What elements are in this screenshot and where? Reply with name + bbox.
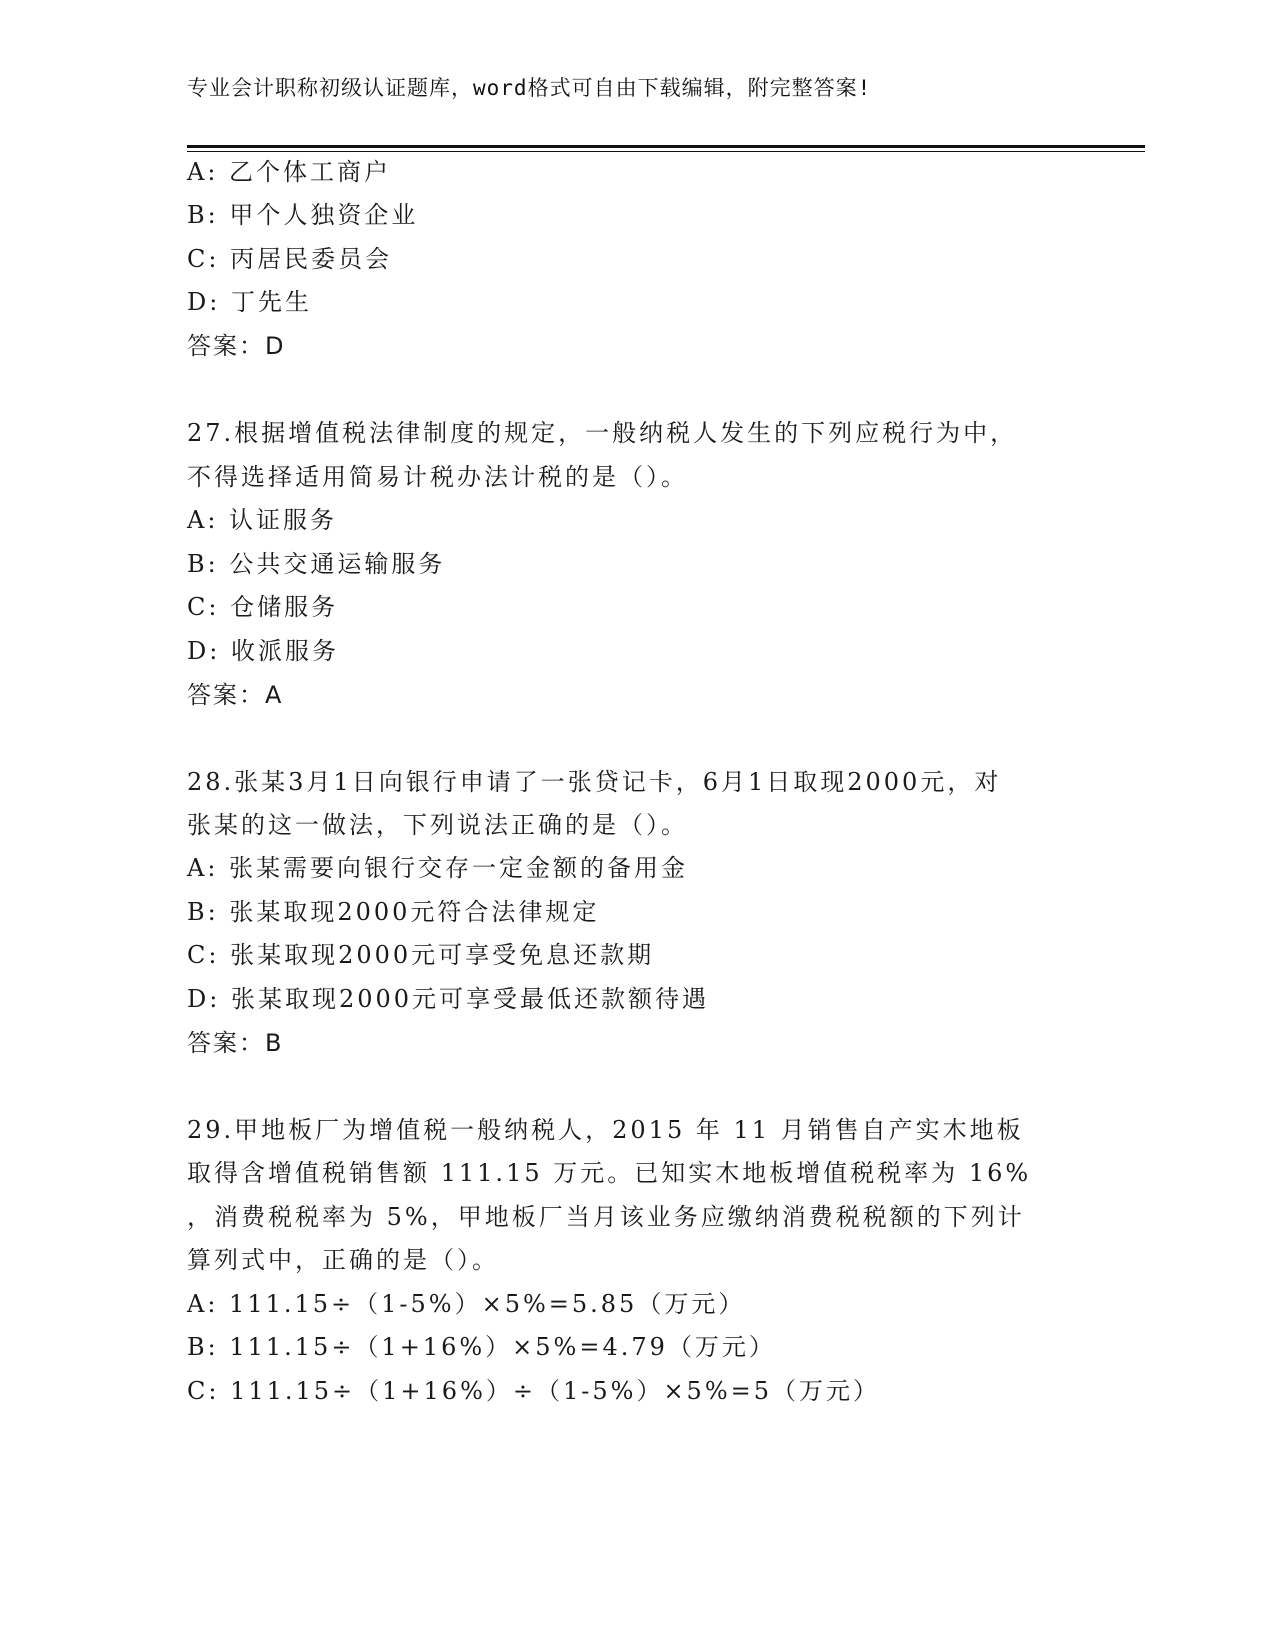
q27-stem-line-2: 不得选择适用简易计税办法计税的是（）。 [187, 463, 688, 491]
q27-answer: 答案：A [187, 681, 284, 709]
q27-stem-line-1: 27.根据增值税法律制度的规定，一般纳税人发生的下列应税行为中， [187, 419, 1018, 447]
q29-stem-line-2: 取得含增值税销售额 111.15 万元。已知实木地板增值税税率为 16% [187, 1159, 1032, 1187]
q29-stem-line-3: ，消费税税率为 5%，甲地板厂当月该业务应缴纳消费税税额的下列计 [187, 1203, 1025, 1231]
q29-stem-line-1: 29.甲地板厂为增值税一般纳税人，2015 年 11 月销售自产实木地板 [187, 1116, 1024, 1144]
q28-option-c: C: 张某取现2000元可享受免息还款期 [187, 941, 655, 969]
q26-option-d: D: 丁先生 [187, 288, 312, 316]
q28-option-b: B: 张某取现2000元符合法律规定 [187, 898, 600, 926]
q26-option-c: C: 丙居民委员会 [187, 245, 393, 273]
q29-stem-line-4: 算列式中，正确的是（）。 [187, 1246, 499, 1274]
q26-answer: 答案：D [187, 332, 286, 360]
q28-stem-line-2: 张某的这一做法，下列说法正确的是（）。 [187, 811, 688, 839]
header-rule-thick [187, 145, 1145, 148]
q29-option-c: C: 111.15÷（1+16%）÷（1-5%）×5%=5（万元） [187, 1377, 881, 1405]
q28-option-a: A: 张某需要向银行交存一定金额的备用金 [187, 854, 689, 882]
q29-option-a: A: 111.15÷（1-5%）×5%=5.85（万元） [187, 1290, 746, 1318]
document-header: 专业会计职称初级认证题库，word格式可自由下载编辑，附完整答案! [187, 76, 872, 100]
q27-option-c: C: 仓储服务 [187, 593, 339, 621]
q28-answer: 答案：B [187, 1029, 284, 1057]
q27-option-d: D: 收派服务 [187, 637, 339, 665]
q28-stem-line-1: 28.张某3月1日向银行申请了一张贷记卡，6月1日取现2000元，对 [187, 768, 1002, 796]
q26-option-a: A: 乙个体工商户 [187, 158, 392, 186]
q27-option-b: B: 公共交通运输服务 [187, 550, 446, 578]
q28-option-d: D: 张某取现2000元可享受最低还款额待遇 [187, 985, 710, 1013]
header-rule-thin [187, 151, 1145, 152]
q29-option-b: B: 111.15÷（1+16%）×5%=4.79（万元） [187, 1333, 776, 1361]
q26-option-b: B: 甲个人独资企业 [187, 201, 419, 229]
q27-option-a: A: 认证服务 [187, 506, 338, 534]
